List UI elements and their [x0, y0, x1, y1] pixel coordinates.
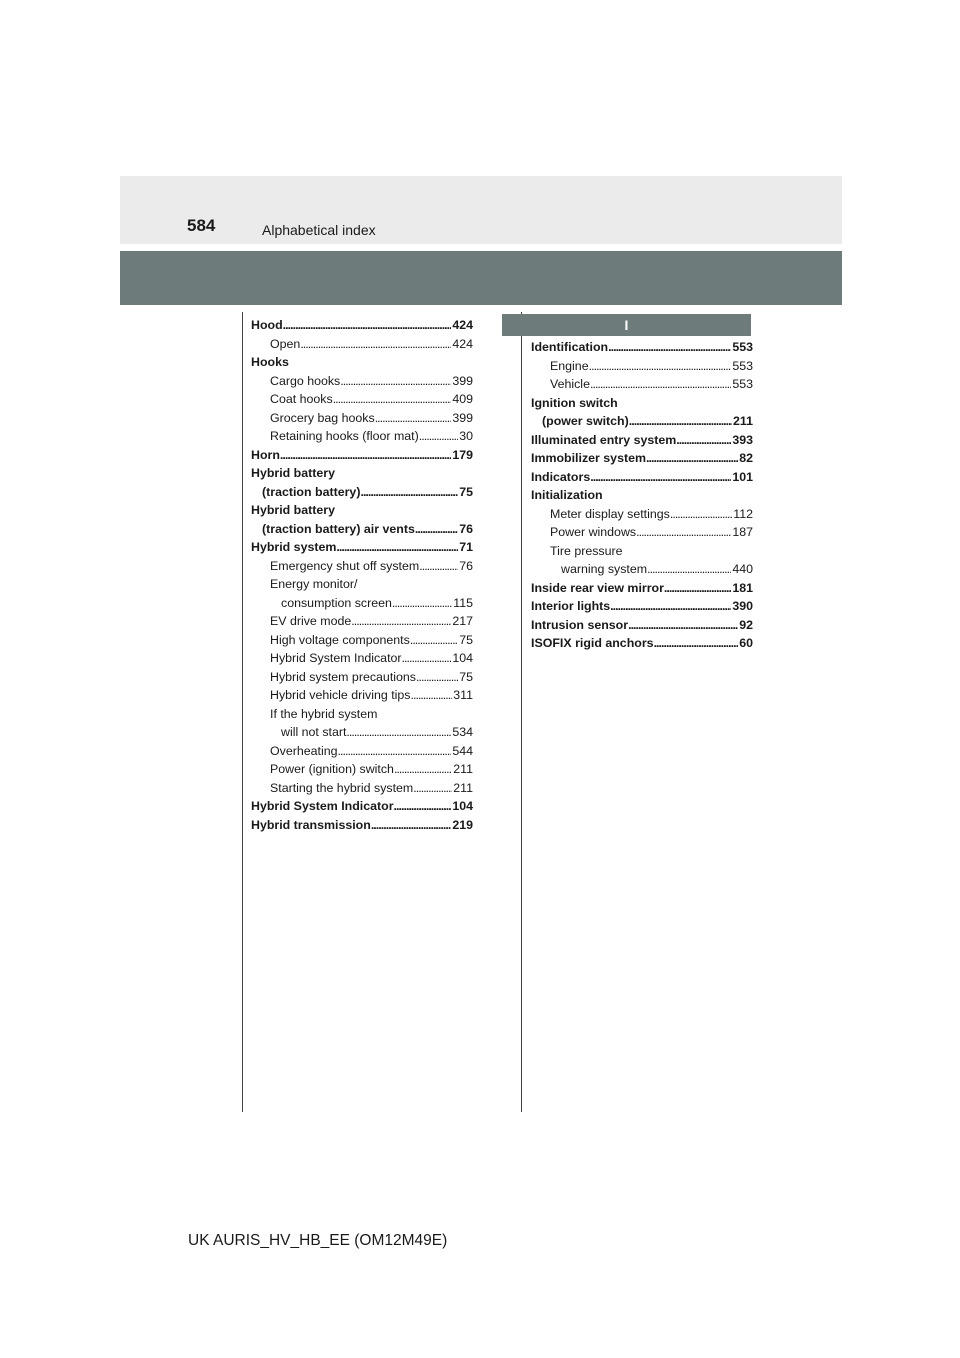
index-entry-page: 424	[452, 336, 473, 351]
index-entry	[251, 353, 473, 372]
index-entry-label: Power windows	[550, 525, 637, 539]
index-entry-label: Hood	[251, 318, 283, 332]
index-entry	[531, 468, 753, 487]
index-entry-page: 71	[459, 540, 473, 554]
index-entry-label: Grocery bag hooks	[270, 410, 375, 425]
index-entry-page: 115	[453, 595, 473, 610]
index-entry-label: Initialization	[531, 488, 603, 502]
leader-dots	[283, 316, 452, 335]
index-entry-label: (traction battery)	[262, 484, 361, 499]
index-entry-label: Ignition switch	[531, 395, 618, 410]
leader-dots	[394, 760, 452, 779]
index-entry-label: Identification	[531, 340, 609, 354]
index-entry-page: 553	[732, 377, 753, 391]
index-entry-page: 76	[459, 521, 473, 536]
index-column-left	[251, 316, 473, 834]
leader-dots	[589, 357, 732, 376]
index-entry-label: Immobilizer system	[531, 451, 647, 465]
index-entry-page: 76	[459, 558, 473, 573]
index-entry	[531, 412, 753, 431]
index-entry-label: Overheating	[270, 743, 338, 758]
index-entry	[531, 616, 753, 635]
index-entry	[531, 597, 753, 616]
index-entry-label: Hybrid battery	[251, 466, 335, 480]
index-entry-label: Emergency shut off system	[270, 558, 420, 573]
right-column-rule	[521, 312, 522, 1112]
index-entry-page: 112	[733, 506, 753, 521]
index-entry	[251, 538, 473, 557]
index-entry-page: 30	[459, 429, 473, 443]
leader-dots	[647, 560, 731, 579]
index-entry	[251, 446, 473, 465]
index-entry-label: consumption screen	[281, 595, 392, 610]
index-entry	[251, 575, 473, 594]
leader-dots	[351, 612, 451, 631]
index-entry	[251, 723, 473, 742]
index-entry-label: ISOFIX rigid anchors	[531, 636, 654, 650]
index-entry	[251, 520, 473, 539]
leader-dots	[664, 579, 731, 598]
index-entry-label: Hybrid battery	[251, 503, 335, 517]
index-entry-label: EV drive mode	[270, 614, 352, 628]
index-entry-page: 390	[732, 599, 753, 613]
index-entry	[531, 542, 753, 561]
index-entry-page: 75	[459, 669, 473, 684]
index-entry-label: Energy monitor/	[270, 577, 358, 591]
index-entry-label: Hybrid System Indicator	[270, 651, 402, 665]
index-entry	[251, 649, 473, 668]
index-entry-page: 181	[732, 580, 753, 595]
index-entry	[251, 612, 473, 631]
index-entry-label: If the hybrid system	[270, 706, 378, 721]
index-entry-page: 179	[452, 447, 473, 462]
index-entry-label: Open	[270, 336, 301, 351]
leader-dots	[676, 431, 731, 450]
index-entry	[251, 816, 473, 835]
page-number: 584	[187, 216, 216, 235]
leader-dots	[413, 779, 452, 798]
index-entry-label: Power (ignition) switch	[270, 762, 394, 776]
index-entry-page: 424	[452, 318, 473, 332]
index-entry-page: 440	[732, 562, 753, 576]
leader-dots	[410, 631, 458, 650]
index-entry	[251, 631, 473, 650]
index-entry	[531, 486, 753, 505]
index-entry	[531, 523, 753, 542]
index-entry	[531, 394, 753, 413]
index-entry	[531, 431, 753, 450]
index-entry	[251, 760, 473, 779]
index-entry-label: Vehicle	[550, 377, 590, 391]
index-entry	[251, 705, 473, 724]
index-entry-label: High voltage components	[270, 632, 410, 647]
index-entry-page: 187	[732, 525, 753, 539]
index-entry-label: Hybrid vehicle driving tips	[270, 688, 411, 702]
leader-dots	[371, 816, 452, 835]
leader-dots	[340, 372, 451, 391]
section-letter-heading: I	[502, 314, 751, 336]
leader-dots	[636, 523, 731, 542]
index-entry	[251, 501, 473, 520]
index-entry-page: 211	[453, 762, 473, 776]
index-entry	[251, 594, 473, 613]
index-entry	[251, 668, 473, 687]
index-entry-page: 60	[739, 636, 753, 650]
index-entry-label: Horn	[251, 447, 280, 462]
leader-dots	[336, 538, 458, 557]
leader-dots	[280, 446, 451, 465]
index-entry	[531, 449, 753, 468]
page-title: Alphabetical index	[262, 222, 376, 238]
index-entry	[251, 409, 473, 428]
index-entry	[251, 390, 473, 409]
leader-dots	[670, 505, 732, 524]
index-entry-page: 409	[452, 392, 473, 406]
index-entry-page: 92	[739, 617, 753, 632]
index-entry-label: (power switch)	[542, 414, 629, 428]
leader-dots	[608, 338, 731, 357]
header-top-band	[120, 176, 842, 244]
index-entry	[251, 316, 473, 335]
index-entry-label: Tire pressure	[550, 543, 623, 558]
index-entry-page: 311	[453, 688, 473, 702]
leader-dots	[360, 483, 458, 502]
index-entry-page: 217	[452, 614, 473, 628]
index-entry-label: Retaining hooks (floor mat)	[270, 429, 419, 443]
leader-dots	[629, 412, 732, 431]
header-dark-band	[120, 251, 842, 305]
left-column-rule	[242, 312, 243, 1112]
index-entry	[251, 372, 473, 391]
index-entry	[531, 357, 753, 376]
index-entry	[531, 375, 753, 394]
document-footer: UK AURIS_HV_HB_EE (OM12M49E)	[188, 1232, 448, 1249]
index-entry-page: 104	[452, 651, 473, 665]
index-entry-page: 393	[732, 432, 753, 447]
index-entry-label: Cargo hooks	[270, 373, 341, 388]
index-column-right	[531, 338, 753, 653]
index-entry	[251, 686, 473, 705]
index-entry-label: Intrusion sensor	[531, 617, 629, 632]
index-entry-label: Illuminated entry system	[531, 432, 677, 447]
index-entry	[251, 464, 473, 483]
leader-dots	[590, 468, 731, 487]
index-entry	[251, 742, 473, 761]
index-entry-page: 544	[452, 743, 473, 758]
index-entry-label: Coat hooks	[270, 392, 333, 406]
index-entry-label: Meter display settings	[550, 506, 670, 521]
index-entry-page: 211	[733, 414, 753, 428]
index-entry-page: 75	[459, 484, 473, 499]
index-entry	[531, 338, 753, 357]
index-entry	[531, 579, 753, 598]
leader-dots	[419, 427, 458, 446]
index-entry-page: 399	[452, 373, 473, 388]
index-entry-page: 399	[452, 410, 473, 425]
leader-dots	[416, 668, 458, 687]
index-entry-label: Hybrid system	[251, 540, 337, 554]
index-entry-label: Hybrid System Indicator	[251, 799, 394, 813]
index-entry	[531, 634, 753, 653]
index-entry	[251, 557, 473, 576]
leader-dots	[338, 742, 452, 761]
index-entry-page: 211	[453, 780, 473, 795]
leader-dots	[646, 449, 738, 468]
index-entry-label: Indicators	[531, 469, 591, 484]
leader-dots	[392, 594, 452, 613]
index-entry-label: warning system	[561, 562, 648, 576]
index-entry-label: will not start	[281, 725, 347, 739]
leader-dots	[333, 390, 452, 409]
index-entry-label: (traction battery) air vents	[262, 521, 415, 536]
index-entry-page: 219	[452, 817, 473, 832]
index-entry-page: 553	[732, 358, 753, 373]
index-entry	[251, 483, 473, 502]
leader-dots	[402, 649, 452, 668]
index-entry	[531, 505, 753, 524]
leader-dots	[419, 557, 458, 576]
index-entry-label: Interior lights	[531, 599, 611, 613]
leader-dots	[590, 375, 731, 394]
index-entry-page: 101	[732, 469, 753, 484]
leader-dots	[415, 520, 458, 539]
index-entry-label: Starting the hybrid system	[270, 780, 414, 795]
leader-dots	[394, 797, 452, 816]
index-entry-page: 553	[732, 340, 753, 354]
index-entry	[251, 779, 473, 798]
leader-dots	[410, 686, 452, 705]
index-entry-label: Hybrid transmission	[251, 817, 371, 832]
index-entry	[531, 560, 753, 579]
leader-dots	[610, 597, 731, 616]
index-entry-label: Inside rear view mirror	[531, 580, 664, 595]
leader-dots	[375, 409, 452, 428]
index-entry-page: 75	[459, 632, 473, 647]
index-entry-page: 104	[452, 799, 473, 813]
index-entry-page: 534	[452, 725, 473, 739]
index-entry	[251, 797, 473, 816]
index-entry	[251, 335, 473, 354]
leader-dots	[346, 723, 451, 742]
index-entry-page: 82	[739, 451, 753, 465]
index-entry-label: Engine	[550, 358, 589, 373]
index-entry-label: Hooks	[251, 355, 289, 369]
leader-dots	[300, 335, 451, 354]
leader-dots	[628, 616, 738, 635]
leader-dots	[654, 634, 739, 653]
index-entry-label: Hybrid system precautions	[270, 669, 416, 684]
index-entry	[251, 427, 473, 446]
